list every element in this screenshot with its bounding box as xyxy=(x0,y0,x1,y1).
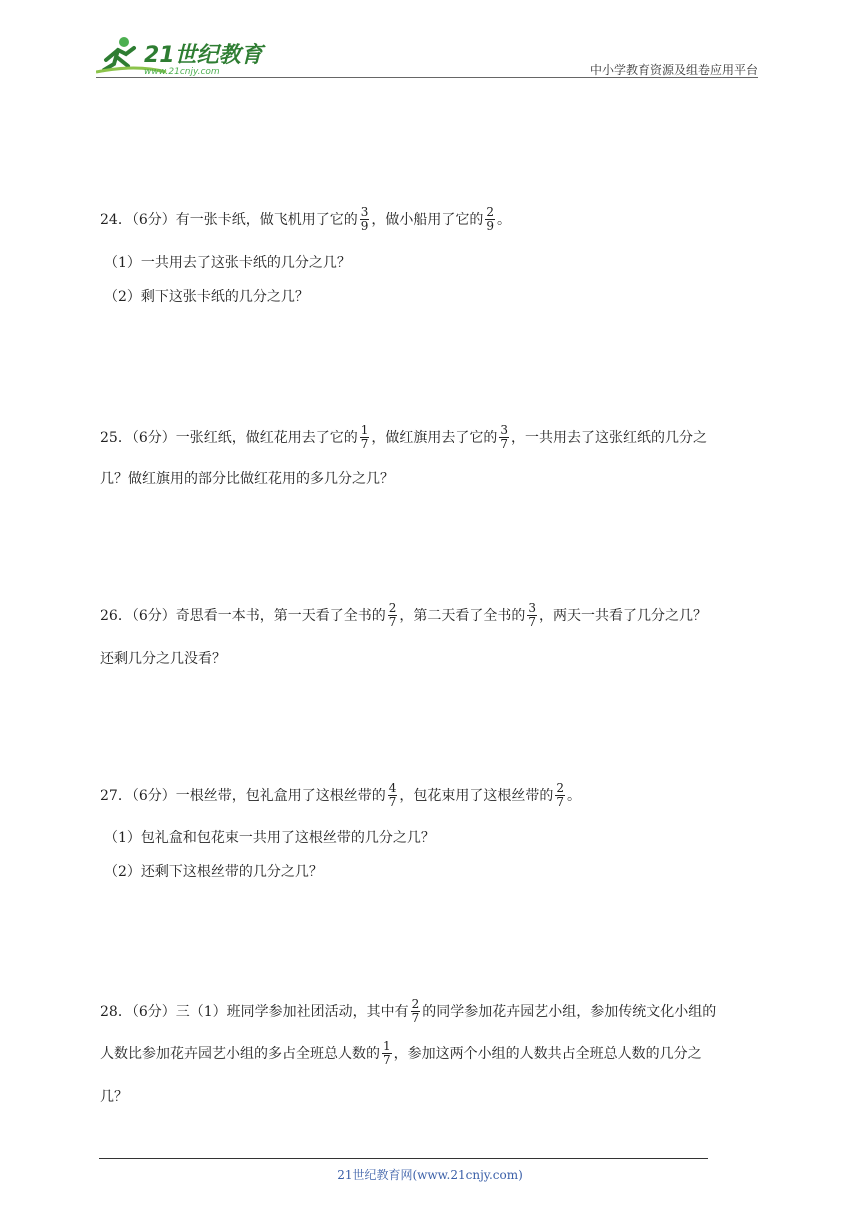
question-28-text-b: 的同学参加花卉园艺小组，参加传统文化小组的 xyxy=(422,1003,717,1020)
page-header xyxy=(96,34,758,78)
fraction: $\frac{2}{7}$ xyxy=(411,997,420,1025)
question-28-text-line2a: 人数比参加花卉园艺小组的多占全班总人数的 xyxy=(100,1045,380,1062)
question-27 xyxy=(100,782,766,809)
fraction: $\frac{4}{7}$ xyxy=(388,781,397,809)
question-24 xyxy=(100,206,766,233)
question-26 xyxy=(100,602,766,629)
question-28 xyxy=(100,998,766,1025)
question-28-text-line2b: ，参加这两个小组的人数共占全班总人数的几分之 xyxy=(393,1045,702,1062)
question-24-text-c: 。 xyxy=(497,211,512,228)
svg-text:21世纪教育: 21世纪教育 xyxy=(144,43,263,68)
question-25-text-b: ，做红旗用去了它的 xyxy=(371,429,498,446)
fraction: $\frac{3}{7}$ xyxy=(528,601,537,629)
question-26-line-2: 还剩几分之几没看？ xyxy=(100,651,226,667)
question-24-text-b: ，做小船用了它的 xyxy=(371,211,484,228)
site-logo[interactable] xyxy=(96,34,266,78)
question-26-text-a: 26．（6分）奇思看一本书，第一天看了全书的 xyxy=(100,607,386,624)
question-28-text-a: 28．（6分）三（1）班同学参加社团活动，其中有 xyxy=(100,1003,409,1020)
question-26-text-c: ，两天一共看了几分之几？ xyxy=(539,607,708,624)
question-27-text-b: ，包花束用了这根丝带的 xyxy=(399,787,554,804)
question-25-text-a: 25．（6分）一张红纸，做红花用去了它的 xyxy=(100,429,358,446)
question-25-text-c: ，一共用去了这张红纸的几分之 xyxy=(511,429,708,446)
question-25-line-2: 几？做红旗用的部分比做红花用的多几分之几？ xyxy=(100,471,394,487)
fraction: $\frac{3}{7}$ xyxy=(500,423,509,451)
question-27-part-2: （2）还剩下这根丝带的几分之几？ xyxy=(104,864,323,880)
question-28-line-3: 几？ xyxy=(100,1089,128,1105)
fraction: $\frac{3}{9}$ xyxy=(360,205,369,233)
question-25 xyxy=(100,424,766,451)
fraction: $\frac{1}{7}$ xyxy=(383,1039,391,1067)
header-divider xyxy=(96,77,758,78)
fraction: $\frac{1}{7}$ xyxy=(360,423,369,451)
footer-link[interactable]: 21世纪教育网(www.21cnjy.com) xyxy=(337,1168,523,1182)
question-24-part-1: （1）一共用去了这张卡纸的几分之几？ xyxy=(104,255,351,271)
fraction: $\frac{2}{7}$ xyxy=(556,781,565,809)
question-27-text-a: 27．（6分）一根丝带，包礼盒用了这根丝带的 xyxy=(100,787,386,804)
question-27-text-c: 。 xyxy=(567,787,582,804)
svg-text:www.21cnjy.com: www.21cnjy.com xyxy=(144,67,220,77)
footer-divider xyxy=(99,1158,708,1159)
runner-logo-icon xyxy=(96,34,266,78)
platform-tagline: 中小学教育资源及组卷应用平台 xyxy=(589,63,758,77)
fraction: $\frac{2}{9}$ xyxy=(486,205,495,233)
question-26-text-b: ，第二天看了全书的 xyxy=(399,607,526,624)
question-24-text-a: 24．（6分）有一张卡纸，做飞机用了它的 xyxy=(100,211,358,228)
fraction: $\frac{2}{7}$ xyxy=(388,601,397,629)
question-24-part-2: （2）剩下这张卡纸的几分之几？ xyxy=(104,289,309,305)
question-28-line-2 xyxy=(100,1040,766,1067)
question-27-part-1: （1）包礼盒和包花束一共用了这根丝带的几分之几？ xyxy=(104,830,435,846)
